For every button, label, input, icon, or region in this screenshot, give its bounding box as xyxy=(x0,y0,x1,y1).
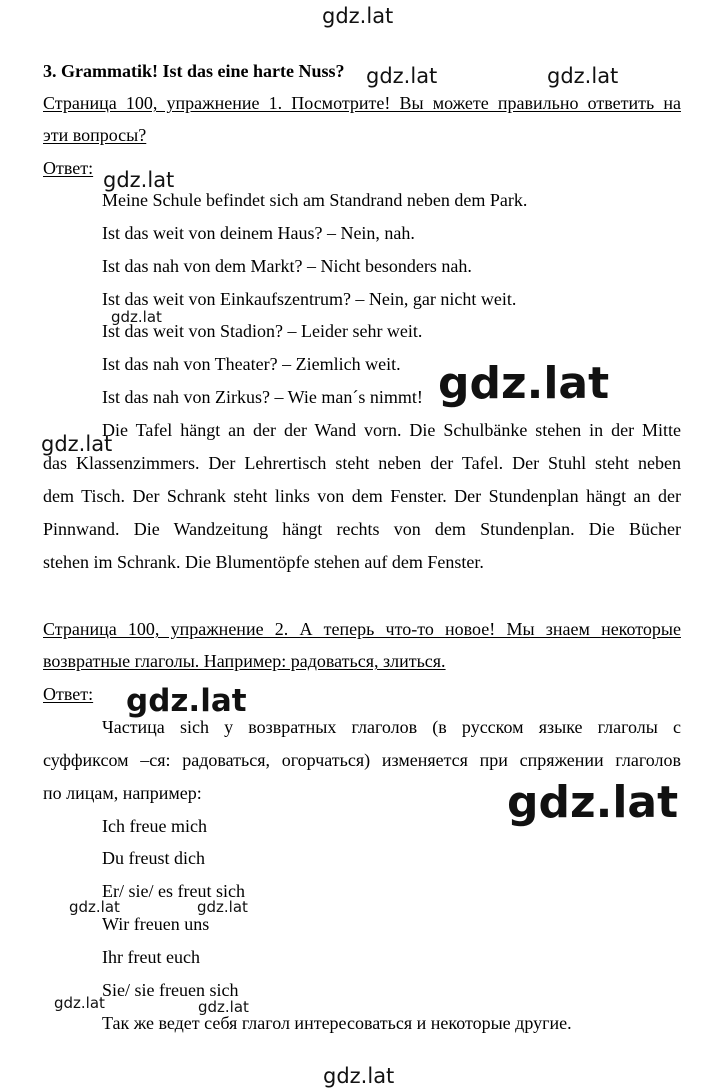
exercise2-task-line1: Страница 100, упражнение 2. А теперь что-то новое! Мы знаем некоторые xyxy=(43,619,681,639)
answer-line: Ist das weit von Einkaufszentrum? – Nein, gar nicht weit. xyxy=(102,289,517,309)
conjugation-line: Ihr freut euch xyxy=(102,947,200,967)
watermark: gdz.lat xyxy=(103,168,175,192)
paragraph-line: stehen im Schrank. Die Blumentöpfe stehen auf dem Fenster. xyxy=(43,552,484,572)
answer-line: Ist das nah von dem Markt? – Nicht besonders nah. xyxy=(102,256,472,276)
explanation-line: суффиксом –ся: радоваться, огорчаться) изменяется при спряжении глаголов xyxy=(43,750,681,770)
conjugation-line: Sie/ sie freuen sich xyxy=(102,980,239,1000)
watermark: gdz.lat xyxy=(323,1064,395,1088)
answer-line: Ist das weit von deinem Haus? – Nein, nah. xyxy=(102,223,415,243)
watermark: gdz.lat xyxy=(54,994,105,1012)
conjugation-line: Ich freue mich xyxy=(102,816,207,836)
exercise1-task-line1: Страница 100, упражнение 1. Посмотрите! Вы можете правильно ответить на xyxy=(43,93,681,113)
paragraph-line: dem Tisch. Der Schrank steht links von dem Fenster. Der Stundenplan hängt an der xyxy=(43,486,681,506)
watermark: gdz.lat xyxy=(69,898,120,916)
closing-line: Так же ведет себя глагол интересоваться и некоторые другие. xyxy=(102,1013,572,1033)
answer-line: Ist das weit von Stadion? – Leider sehr weit. xyxy=(102,321,423,341)
watermark: gdz.lat xyxy=(438,358,610,409)
exercise1-answer-label: Ответ: xyxy=(43,158,94,178)
exercise2-answer-label: Ответ: xyxy=(43,684,94,704)
explanation-line: по лицам, например: xyxy=(43,783,202,803)
watermark: gdz.lat xyxy=(322,4,394,28)
conjugation-line: Er/ sie/ es freut sich xyxy=(102,881,245,901)
watermark: gdz.lat xyxy=(507,777,679,828)
answer-line: Ist das nah von Theater? – Ziemlich weit. xyxy=(102,354,401,374)
answer-line: Meine Schule befindet sich am Standrand neben dem Park. xyxy=(102,190,528,210)
watermark: gdz.lat xyxy=(198,998,249,1016)
paragraph-line: Pinnwand. Die Wandzeitung hängt rechts von dem Stundenplan. Die Bücher xyxy=(43,519,681,539)
paragraph-line: das Klassenzimmers. Der Lehrertisch steht neben der Tafel. Der Stuhl steht neben xyxy=(43,453,681,473)
watermark: gdz.lat xyxy=(126,683,247,719)
paragraph-line: Die Tafel hängt an der der Wand vorn. Die Schulbänke stehen in der Mitte xyxy=(102,420,681,440)
exercise1-task-line2: эти вопросы? xyxy=(43,125,147,145)
explanation-line: Частица sich у возвратных глаголов (в русском языке глаголы с xyxy=(102,717,681,737)
answer-line: Ist das nah von Zirkus? – Wie man´s nimmt! xyxy=(102,387,423,407)
watermark: gdz.lat xyxy=(111,308,162,326)
section-title: 3. Grammatik! Ist das eine harte Nuss? xyxy=(43,61,345,81)
conjugation-line: Du freust dich xyxy=(102,848,205,868)
watermark: gdz.lat xyxy=(366,64,438,88)
conjugation-line: Wir freuen uns xyxy=(102,914,210,934)
exercise2-task-line2: возвратные глаголы. Например: радоваться, злиться. xyxy=(43,651,446,671)
watermark: gdz.lat xyxy=(197,898,248,916)
watermark: gdz.lat xyxy=(547,64,619,88)
watermark: gdz.lat xyxy=(41,432,113,456)
